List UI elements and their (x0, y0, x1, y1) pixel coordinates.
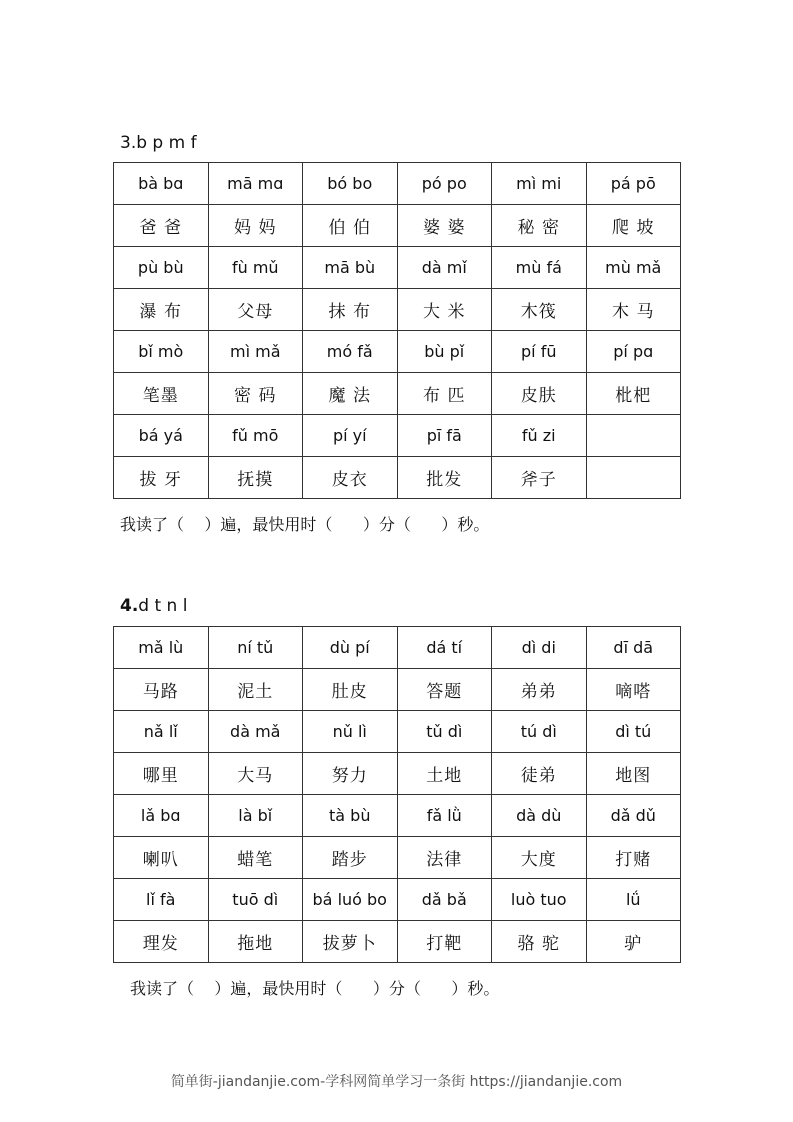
hanzi-cell: 踏步 (303, 837, 398, 879)
hanzi-cell: 魔 法 (303, 373, 398, 415)
pinyin-cell: tú dì (492, 711, 587, 753)
hanzi-row (114, 921, 681, 963)
section-4-word-table (113, 626, 681, 963)
section-letters: b p m f (136, 133, 197, 153)
pinyin-cell: dù pí (303, 627, 398, 669)
hanzi-cell: 爬 坡 (586, 205, 681, 247)
hanzi-cell: 弟弟 (492, 669, 587, 711)
section-3-title (120, 133, 197, 153)
pinyin-cell: pù bù (114, 247, 209, 289)
hanzi-cell: 喇叭 (114, 837, 209, 879)
hanzi-cell: 皮肤 (492, 373, 587, 415)
pinyin-cell: bǐ mò (114, 331, 209, 373)
pinyin-cell: lǎ bɑ (114, 795, 209, 837)
hanzi-cell: 努力 (303, 753, 398, 795)
hanzi-cell: 批发 (397, 457, 492, 499)
pinyin-row (114, 795, 681, 837)
section-3-word-table (113, 162, 681, 499)
hanzi-cell: 法律 (397, 837, 492, 879)
pinyin-cell: dá tí (397, 627, 492, 669)
pinyin-cell: bó bo (303, 163, 398, 205)
page-footer: 简单街-jiandanjie.com-学科网简单学习一条街 https://jiandanjie.com (170, 1074, 623, 1090)
hanzi-cell: 哪里 (114, 753, 209, 795)
hanzi-cell: 理发 (114, 921, 209, 963)
pinyin-cell: dǎ dǔ (586, 795, 681, 837)
hanzi-row (114, 669, 681, 711)
hanzi-cell: 打靶 (397, 921, 492, 963)
pinyin-cell: bà bɑ (114, 163, 209, 205)
pinyin-cell: tǔ dì (397, 711, 492, 753)
pinyin-row (114, 331, 681, 373)
pinyin-cell: dà mǐ (397, 247, 492, 289)
hanzi-cell: 木筏 (492, 289, 587, 331)
hanzi-cell: 妈 妈 (208, 205, 303, 247)
hanzi-cell: 爸 爸 (114, 205, 209, 247)
hanzi-cell: 父母 (208, 289, 303, 331)
pinyin-cell: pí yí (303, 415, 398, 457)
pinyin-cell: fǔ zi (492, 415, 587, 457)
pinyin-cell: fǔ mō (208, 415, 303, 457)
pinyin-row (114, 415, 681, 457)
pinyin-cell: luò tuo (492, 879, 587, 921)
hanzi-cell: 地图 (586, 753, 681, 795)
pinyin-cell: mó fǎ (303, 331, 398, 373)
pinyin-cell: pó po (397, 163, 492, 205)
hanzi-cell: 笔墨 (114, 373, 209, 415)
pinyin-cell: mù fá (492, 247, 587, 289)
hanzi-cell: 徒弟 (492, 753, 587, 795)
pinyin-cell: pī fā (397, 415, 492, 457)
hanzi-cell: 拔萝卜 (303, 921, 398, 963)
pinyin-row (114, 247, 681, 289)
pinyin-cell: bá yá (114, 415, 209, 457)
pinyin-cell: mù mǎ (586, 247, 681, 289)
hanzi-row (114, 457, 681, 499)
hanzi-cell: 肚皮 (303, 669, 398, 711)
hanzi-cell: 斧子 (492, 457, 587, 499)
hanzi-cell: 拔 牙 (114, 457, 209, 499)
pinyin-cell: tuō dì (208, 879, 303, 921)
pinyin-cell: mā bù (303, 247, 398, 289)
pinyin-cell: pí fū (492, 331, 587, 373)
hanzi-cell: 抹 布 (303, 289, 398, 331)
hanzi-cell: 木 马 (586, 289, 681, 331)
pinyin-row (114, 627, 681, 669)
pinyin-row (114, 711, 681, 753)
section-letters: d t n l (138, 596, 188, 616)
pinyin-cell: lǘ (586, 879, 681, 921)
hanzi-cell: 马路 (114, 669, 209, 711)
pinyin-cell: bá luó bo (303, 879, 398, 921)
pinyin-cell: nǎ lǐ (114, 711, 209, 753)
pinyin-cell: mā mɑ (208, 163, 303, 205)
section-4-title (120, 596, 187, 616)
hanzi-cell: 拖地 (208, 921, 303, 963)
hanzi-cell (586, 457, 681, 499)
hanzi-cell: 伯 伯 (303, 205, 398, 247)
pinyin-cell: fù mǔ (208, 247, 303, 289)
hanzi-cell: 抚摸 (208, 457, 303, 499)
pinyin-cell: dì tú (586, 711, 681, 753)
hanzi-row (114, 373, 681, 415)
section-3-reading-record: 我读了（ ）遍，最快用时（ ）分（ ）秒。 (120, 515, 490, 534)
hanzi-cell: 枇杷 (586, 373, 681, 415)
hanzi-cell: 皮衣 (303, 457, 398, 499)
pinyin-cell: ní tǔ (208, 627, 303, 669)
section-number: 3. (120, 133, 137, 153)
pinyin-cell: mì mǎ (208, 331, 303, 373)
pinyin-row (114, 163, 681, 205)
pinyin-cell: mǎ lù (114, 627, 209, 669)
hanzi-cell: 驴 (586, 921, 681, 963)
hanzi-cell: 密 码 (208, 373, 303, 415)
pinyin-cell: tà bù (303, 795, 398, 837)
hanzi-cell: 嘀嗒 (586, 669, 681, 711)
hanzi-row (114, 289, 681, 331)
hanzi-row (114, 837, 681, 879)
pinyin-cell: lǐ fà (114, 879, 209, 921)
pinyin-cell: là bǐ (208, 795, 303, 837)
hanzi-cell: 答题 (397, 669, 492, 711)
hanzi-cell: 骆 驼 (492, 921, 587, 963)
pinyin-cell: nǔ lì (303, 711, 398, 753)
pinyin-cell: fǎ lǜ (397, 795, 492, 837)
pinyin-cell: pí pɑ (586, 331, 681, 373)
hanzi-row (114, 205, 681, 247)
hanzi-cell: 布 匹 (397, 373, 492, 415)
hanzi-cell: 蜡笔 (208, 837, 303, 879)
pinyin-cell: dì di (492, 627, 587, 669)
pinyin-cell: dī dā (586, 627, 681, 669)
section-number: 4. (120, 596, 139, 616)
hanzi-row (114, 753, 681, 795)
hanzi-cell: 土地 (397, 753, 492, 795)
hanzi-cell: 秘 密 (492, 205, 587, 247)
pinyin-cell: dǎ bǎ (397, 879, 492, 921)
pinyin-cell: bù pǐ (397, 331, 492, 373)
hanzi-cell: 泥土 (208, 669, 303, 711)
pinyin-cell: dà dù (492, 795, 587, 837)
pinyin-row (114, 879, 681, 921)
hanzi-cell: 婆 婆 (397, 205, 492, 247)
pinyin-cell: dà mǎ (208, 711, 303, 753)
hanzi-cell: 大马 (208, 753, 303, 795)
hanzi-cell: 打赌 (586, 837, 681, 879)
hanzi-cell: 大 米 (397, 289, 492, 331)
hanzi-cell: 大度 (492, 837, 587, 879)
pinyin-cell (586, 415, 681, 457)
pinyin-cell: pá pō (586, 163, 681, 205)
pinyin-cell: mì mi (492, 163, 587, 205)
section-4-reading-record: 我读了（ ）遍，最快用时（ ）分（ ）秒。 (130, 979, 500, 998)
hanzi-cell: 瀑 布 (114, 289, 209, 331)
